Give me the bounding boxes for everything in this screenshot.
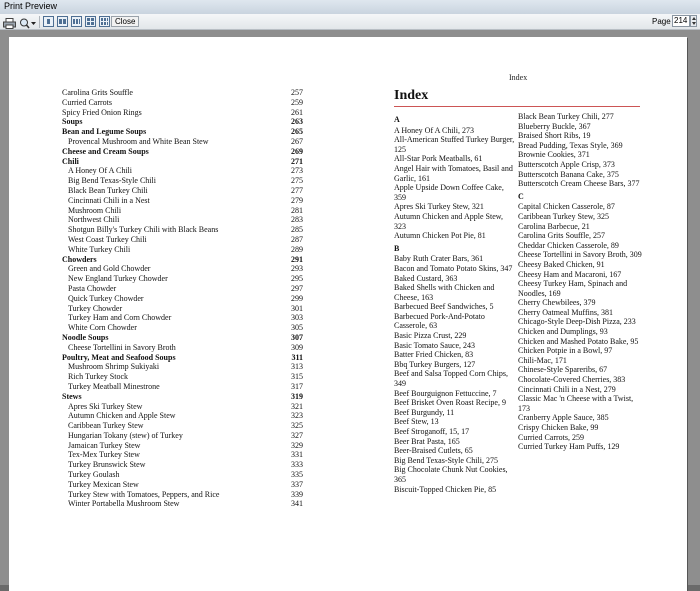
toc-entry-page: 327 [291, 430, 303, 440]
toc-entry-label: Black Bean Turkey Chili [68, 185, 148, 195]
toc-row [62, 480, 303, 490]
toc-entry-label: Turkey Brunswick Stew [68, 460, 146, 470]
toc-entry-label: Noodle Soups [62, 332, 109, 342]
toc-entry-label: A Honey Of A Chili [68, 166, 133, 176]
toc-entry-page: 289 [291, 244, 303, 254]
toolbar-separator [39, 16, 40, 28]
toc-entry-label: Cincinnati Chili in a Nest [68, 195, 150, 205]
page-label: Page [652, 17, 671, 26]
toc-entry-page: 307 [291, 332, 303, 342]
index-entry: All-American Stuffed Turkey Burger, 125 [394, 135, 515, 154]
print-icon[interactable] [3, 16, 17, 27]
toc-entry-label: Jamaican Turkey Stew [68, 440, 141, 450]
toc-entry-page: 297 [291, 283, 303, 293]
toc-entry-label: Stews [62, 391, 82, 401]
toc-row [62, 323, 303, 333]
index-title-rule [394, 106, 640, 107]
index-entry: Butterscotch Apple Crisp, 373 [518, 159, 615, 169]
toc-entry-label: Turkey Meatball Minestrone [68, 381, 160, 391]
toc-entry-label: Turkey Chowder [68, 303, 123, 313]
index-entry: Autumn Chicken Pot Pie, 81 [394, 231, 486, 241]
toc-row [62, 499, 303, 509]
toc-entry-page: 323 [291, 411, 303, 421]
toc-entry-page: 337 [291, 479, 303, 489]
index-entry: Carolina Grits Souffle, 257 [518, 231, 605, 241]
toc-row [62, 108, 303, 118]
toc-entry-label: New England Turkey Chowder [68, 274, 168, 284]
index-entry: Blueberry Buckle, 367 [518, 121, 591, 131]
index-entry: Cheesy Turkey Ham, Spinach and Noodles, 169 [518, 279, 628, 298]
index-entry: Barbecued Pork-And-Potato Casserole, 63 [394, 311, 485, 331]
index-entry: Basic Tomato Sauce, 243 [394, 340, 476, 350]
index-entry: Carolina Barbecue, 21 [518, 221, 590, 231]
toc-row [62, 176, 303, 186]
index-entry: Beef Stroganoff, 15, 17 [394, 427, 470, 436]
toc-row [62, 362, 303, 372]
toc-row [62, 98, 303, 108]
toc-row [62, 225, 303, 235]
toc-entry-page: 267 [291, 136, 303, 146]
toc-row [62, 166, 303, 176]
index-entry: Chili-Mac, 171 [518, 355, 567, 365]
index-entry: Cheese Tortellini in Savory Broth, 309 [518, 250, 642, 260]
toc-entry-label: Mushroom Shrimp Sukiyaki [68, 362, 160, 372]
toc-row [62, 333, 303, 343]
toc-row [62, 470, 303, 480]
toc-entry-label: Chili [62, 156, 79, 166]
toc-entry-page: 313 [291, 362, 303, 372]
index-entry: Basic Pizza Crust, 229 [394, 331, 467, 341]
index-entry: Black Bean Turkey Chili, 277 [518, 112, 614, 121]
toc-entry-label: Turkey Mexican Stew [68, 479, 139, 489]
toc-entry-page: 303 [291, 313, 303, 323]
index-entry: Crispy Chicken Bake, 99 [518, 423, 599, 432]
toc-entry-page: 287 [291, 234, 303, 244]
toc-entry-page: 277 [291, 185, 303, 195]
index-entry: Cheddar Chicken Casserole, 89 [518, 240, 619, 250]
toc-row [62, 274, 303, 284]
toc-row [62, 343, 303, 353]
index-entry: Apple Upside Down Coffee Cake, 359 [394, 183, 504, 202]
index-title: Index [394, 88, 429, 103]
toc-entry-label: Shotgun Billy's Turkey Chili with Black Beans [68, 225, 219, 235]
toc-row [62, 450, 303, 460]
toc-row [62, 264, 303, 274]
index-entry: Beef Stew, 13 [394, 417, 439, 427]
toc-entry-page: 301 [291, 303, 303, 313]
toc-entry-page: 299 [291, 293, 303, 303]
index-entry: Chicken Potpie in a Bowl, 97 [518, 346, 613, 356]
toc-entry-page: 283 [291, 215, 303, 225]
index-entry: Big Chocolate Chunk Nut Cookies, 365 [394, 465, 508, 484]
index-entry: All-Star Pork Meatballs, 61 [394, 154, 483, 164]
toc-entry-page: 279 [291, 195, 303, 205]
toc-row [62, 411, 303, 421]
index-entry: Big Bend Texas-Style Chili, 275 [394, 455, 498, 465]
toc-entry-label: Quick Turkey Chowder [68, 293, 144, 303]
four-pages-icon[interactable] [85, 16, 96, 27]
index-entry: Biscuit-Topped Chicken Pie, 85 [394, 484, 497, 494]
toc-row [62, 490, 303, 500]
toc-row [62, 284, 303, 294]
toc-entry-label: Big Bend Texas-Style Chili [68, 176, 156, 186]
window-title: Print Preview [4, 1, 58, 11]
toc-row [62, 196, 303, 206]
toc-entry-page: 273 [291, 166, 303, 176]
toc-row [62, 304, 303, 314]
index-entry: Baby Ruth Crater Bars, 361 [394, 254, 484, 264]
page-number-input[interactable]: 214 [672, 15, 690, 27]
toc-row [62, 206, 303, 216]
toc-entry-page: 265 [291, 127, 303, 137]
table-of-contents [62, 88, 303, 509]
toc-row [62, 431, 303, 441]
index-entry: Barbecued Beef Sandwiches, 5 [394, 302, 494, 312]
index-entry: Chicago-Style Deep-Dish Pizza, 233 [518, 317, 636, 327]
toc-entry-page: 285 [291, 225, 303, 235]
index-letter-heading: C [518, 191, 524, 201]
toc-entry-page: 259 [291, 97, 303, 107]
toc-entry-page: 331 [291, 450, 303, 460]
toc-entry-page: 275 [291, 176, 303, 186]
index-entry: Cherry Chewbilees, 379 [518, 298, 596, 308]
toc-entry-label: Northwest Chili [68, 215, 120, 225]
toc-entry-label: Rich Turkey Stock [68, 372, 129, 382]
toc-entry-page: 257 [291, 88, 303, 97]
index-entry: Apres Ski Turkey Stew, 321 [394, 202, 484, 212]
page-header: Index [509, 73, 528, 82]
index-entry: Classic Mac 'n Cheese with a Twist, 173 [518, 394, 634, 413]
toc-entry-label: Chowders [62, 254, 97, 264]
toc-entry-label: Pasta Chowder [68, 283, 117, 293]
toc-entry-page: 319 [291, 391, 303, 401]
toc-entry-label: Spicy Fried Onion Rings [62, 107, 142, 117]
toc-entry-page: 329 [291, 440, 303, 450]
toc-entry-label: Tex-Mex Turkey Stew [68, 450, 140, 460]
toc-entry-label: Caribbean Turkey Stew [68, 421, 144, 431]
toc-entry-label: Cheese Tortellini in Savory Broth [68, 342, 176, 352]
index-entry: Capital Chicken Casserole, 87 [518, 202, 615, 212]
index-entry: Bread Pudding, Texas Style, 369 [518, 140, 623, 150]
index-entry: Cincinnati Chili in a Nest, 279 [518, 384, 616, 394]
toc-row [62, 372, 303, 382]
toc-entry-page: 295 [291, 274, 303, 284]
toc-entry-label: Carolina Grits Souffle [62, 88, 133, 97]
index-entry: Beef Burgundy, 11 [394, 407, 455, 417]
index-entry: Beer Brat Pasta, 165 [394, 436, 460, 446]
toc-row [62, 421, 303, 431]
toc-entry-page: 325 [291, 421, 303, 431]
toc-row [62, 441, 303, 451]
three-pages-icon[interactable] [71, 16, 82, 27]
toc-entry-label: Cheese and Cream Soups [62, 146, 149, 156]
toc-row [62, 215, 303, 225]
index-entry: Beef Brisket Oven Roast Recipe, 9 [394, 398, 506, 408]
index-entry: Chicken and Dumplings, 93 [518, 327, 608, 337]
toc-row [62, 186, 303, 196]
toc-entry-page: 339 [291, 489, 303, 499]
toc-entry-page: 271 [291, 156, 303, 166]
toc-entry-label: Provencal Mushroom and White Bean Stew [68, 136, 209, 146]
toc-entry-page: 311 [291, 352, 303, 362]
toc-entry-page: 291 [291, 254, 303, 264]
six-pages-icon[interactable] [99, 16, 110, 27]
toc-entry-label: Turkey Ham and Corn Chowder [68, 313, 172, 323]
toc-entry-page: 341 [291, 499, 303, 509]
toc-row [62, 157, 303, 167]
index-entry: Chinese-Style Spareribs, 67 [518, 365, 608, 375]
toc-entry-page: 269 [291, 146, 303, 156]
toc-entry-page: 321 [291, 401, 303, 411]
toc-entry-page: 333 [291, 460, 303, 470]
index-entry: Bacon and Tomato Potato Skins, 347 [394, 263, 513, 273]
toc-entry-label: Green and Gold Chowder [68, 264, 151, 274]
index-letter-heading: A [394, 115, 400, 124]
index-entry: Butterscotch Banana Cake, 375 [518, 169, 619, 179]
toc-row [62, 127, 303, 137]
index-entry: Angel Hair with Tomatoes, Basil and Garlic, 161 [394, 163, 513, 183]
toc-row [62, 147, 303, 157]
two-pages-icon[interactable] [57, 16, 68, 27]
toc-entry-page: 281 [291, 205, 303, 215]
index-column-1 [394, 112, 516, 494]
toc-entry-label: Poultry, Meat and Seafood Soups [62, 352, 176, 362]
index-entry: Autumn Chicken and Apple Stew, 323 [394, 211, 504, 231]
index-entry: Cranberry Apple Sauce, 385 [518, 413, 609, 423]
toc-row [62, 117, 303, 127]
index-entry: Baked Shells with Chicken and Cheese, 163 [394, 283, 495, 302]
index-entry: Caribbean Turkey Stew, 325 [518, 211, 610, 221]
index-entry: Cherry Oatmeal Muffins, 381 [518, 307, 613, 317]
one-page-icon[interactable] [43, 16, 54, 27]
spin-down-icon [692, 22, 696, 25]
title-bar [0, 0, 700, 14]
toc-row [62, 392, 303, 402]
toc-entry-label: Autumn Chicken and Apple Stew [68, 411, 176, 421]
toc-entry-page: 335 [291, 470, 303, 480]
index-entry: Cheesy Ham and Macaroni, 167 [518, 269, 622, 279]
toc-row [62, 353, 303, 363]
index-entry: Cheesy Baked Chicken, 91 [518, 259, 605, 269]
close-button[interactable]: Close [111, 16, 139, 27]
index-entry: Chocolate-Covered Cherries, 383 [518, 375, 626, 385]
index-entry: Beef Bourguignon Fettuccine, 7 [394, 388, 497, 398]
index-entry: Beef and Salsa Topped Corn Chips, 349 [394, 369, 508, 389]
toc-entry-page: 317 [291, 381, 303, 391]
index-entry: Bbq Turkey Burgers, 127 [394, 359, 476, 369]
index-entry: Beer-Braised Cutlets, 65 [394, 446, 473, 456]
toc-entry-label: Winter Portabella Mushroom Stew [68, 499, 180, 509]
toc-entry-label: Hungarian Tokany (stew) of Turkey [68, 430, 183, 440]
toc-entry-page: 263 [291, 117, 303, 127]
toc-row [62, 402, 303, 412]
toc-row [62, 245, 303, 255]
index-letter-heading: B [394, 243, 400, 253]
index-entry: Chicken and Mashed Potato Bake, 95 [518, 336, 639, 346]
zoom-dropdown[interactable] [19, 16, 37, 27]
index-entry: Braised Short Ribs, 19 [518, 131, 591, 141]
toc-entry-page: 315 [291, 372, 303, 382]
toc-entry-label: White Corn Chowder [68, 323, 137, 333]
index-entry: Butterscotch Cream Cheese Bars, 377 [518, 179, 640, 189]
toc-row [62, 137, 303, 147]
toc-entry-label: Bean and Legume Soups [62, 127, 147, 137]
spin-up-icon [692, 17, 696, 20]
index-entry: Batter Fried Chicken, 83 [394, 350, 474, 360]
toc-entry-page: 293 [291, 264, 303, 274]
index-entry: Brownie Cookies, 371 [518, 150, 590, 160]
index-entry: Curried Carrots, 259 [518, 432, 584, 442]
toc-entry-page: 305 [291, 323, 303, 333]
toc-entry-label: Soups [62, 117, 83, 127]
toc-row [62, 382, 303, 392]
toc-row [62, 255, 303, 265]
toc-entry-page: 309 [291, 342, 303, 352]
index-column-2 [518, 112, 642, 452]
toc-row [62, 88, 303, 98]
index-entry: Baked Custard, 363 [394, 273, 458, 283]
page-spinner[interactable] [690, 15, 697, 27]
magnifier-icon [19, 18, 37, 29]
toc-entry-label: Turkey Goulash [68, 470, 120, 480]
index-entry: Curried Turkey Ham Puffs, 129 [518, 442, 620, 452]
toc-row [62, 460, 303, 470]
toc-row [62, 235, 303, 245]
toc-entry-label: Curried Carrots [62, 97, 112, 107]
toolbar [0, 14, 700, 30]
toc-row [62, 294, 303, 304]
toc-entry-page: 261 [291, 107, 303, 117]
toc-entry-label: Apres Ski Turkey Stew [68, 401, 143, 411]
toc-entry-label: West Coast Turkey Chili [68, 234, 147, 244]
index-entry: A Honey Of A Chili, 273 [394, 125, 475, 135]
toc-entry-label: White Turkey Chili [68, 244, 131, 254]
toc-entry-label: Mushroom Chili [68, 205, 122, 215]
toc-entry-label: Turkey Stew with Tomatoes, Peppers, and Rice [68, 489, 220, 499]
toc-row [62, 313, 303, 323]
